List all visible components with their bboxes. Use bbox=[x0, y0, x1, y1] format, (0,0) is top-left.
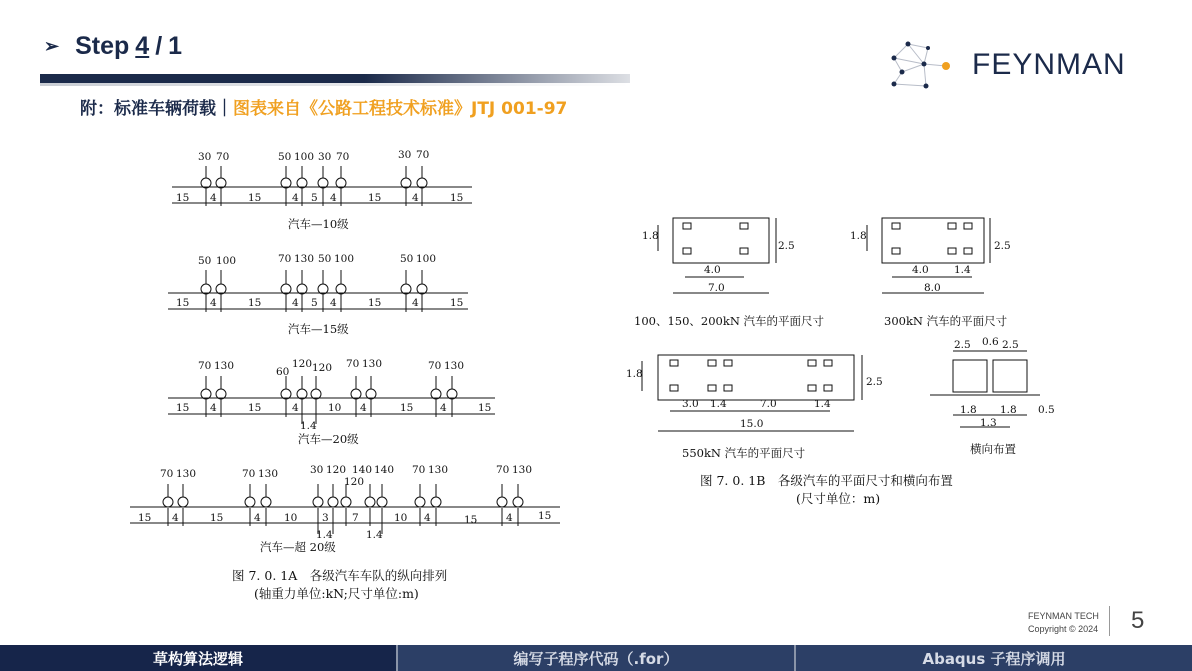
plan3-label: 550kN 汽车的平面尺寸 bbox=[682, 446, 806, 460]
dim-label: 15 bbox=[464, 514, 478, 526]
arrow-right-icon: ➢ bbox=[44, 36, 60, 56]
dim-label: 1.4 bbox=[814, 398, 831, 410]
dim-label: 5 bbox=[311, 192, 318, 204]
step-title bbox=[44, 32, 182, 61]
dim-label: 4 bbox=[440, 402, 447, 414]
dim-label: 2.5 bbox=[866, 376, 883, 388]
load-label: 70 bbox=[278, 253, 292, 265]
page-number: 5 bbox=[1131, 607, 1145, 634]
load-label: 100 bbox=[334, 253, 355, 265]
nav-tab-abaqus[interactable]: Abaqus 子程序调用 bbox=[796, 645, 1192, 671]
dim-label: 0.5 bbox=[1038, 404, 1055, 416]
subtitle bbox=[80, 94, 567, 119]
load-label: 50 bbox=[198, 255, 212, 267]
subtitle-prefix: 附：标准车辆荷载｜ bbox=[80, 99, 233, 119]
dim-label: 15 bbox=[248, 402, 262, 414]
dim-label: 15.0 bbox=[740, 418, 764, 430]
load-label: 60 bbox=[276, 366, 290, 378]
row-name: 汽车—20级 bbox=[298, 432, 359, 446]
dim-label: 4 bbox=[424, 512, 431, 524]
nav-tab-code[interactable]: 编写子程序代码（.for） bbox=[398, 645, 796, 671]
load-label: 70 bbox=[216, 151, 230, 163]
footer-divider bbox=[1109, 606, 1110, 636]
load-label: 30 bbox=[310, 464, 324, 476]
load-label: 120 bbox=[312, 362, 333, 374]
dim-label: 4 bbox=[506, 512, 513, 524]
dim-label: 4 bbox=[292, 192, 299, 204]
dim-label: 4.0 bbox=[912, 264, 929, 276]
load-label: 70 bbox=[496, 464, 510, 476]
dim-label: 1.8 bbox=[960, 404, 977, 416]
row-car-20 bbox=[168, 376, 495, 424]
dim-label: 4 bbox=[330, 297, 337, 309]
dim-label: 4 bbox=[292, 297, 299, 309]
transverse-label: 横向布置 bbox=[970, 442, 1016, 456]
dim-label: 4 bbox=[360, 402, 367, 414]
load-label: 70 bbox=[160, 468, 174, 480]
dim-label: 5 bbox=[311, 297, 318, 309]
dim-label: 15 bbox=[368, 192, 382, 204]
bottom-nav bbox=[0, 645, 1192, 671]
dim-label: 4 bbox=[412, 192, 419, 204]
footer-brand-name: FEYNMAN TECH bbox=[1028, 611, 1099, 621]
dim-label: 2.5 bbox=[954, 339, 971, 351]
network-logo-icon bbox=[888, 36, 958, 96]
load-label: 100 bbox=[416, 253, 437, 265]
dim-label: 7.0 bbox=[760, 398, 777, 410]
load-label: 70 bbox=[198, 360, 212, 372]
dim-label: 4 bbox=[254, 512, 261, 524]
figure-a-caption: 图 7. 0. 1A 各级汽车车队的纵向排列 bbox=[232, 568, 448, 583]
dim-label: 15 bbox=[450, 192, 464, 204]
dim-label: 1.4 bbox=[710, 398, 727, 410]
load-label: 70 bbox=[346, 358, 360, 370]
dim-label: 15 bbox=[478, 402, 492, 414]
step-word: Step bbox=[75, 32, 130, 60]
dim-label: 3.0 bbox=[682, 398, 699, 410]
dim-label: 15 bbox=[400, 402, 414, 414]
step-total: 1 bbox=[168, 32, 183, 60]
load-label: 30 bbox=[198, 151, 212, 163]
dim-label: 10 bbox=[394, 512, 408, 524]
load-label: 70 bbox=[428, 360, 442, 372]
load-label: 130 bbox=[512, 464, 533, 476]
dim-label: 4 bbox=[210, 192, 217, 204]
footer-brand bbox=[1028, 610, 1099, 636]
row-name: 汽车—15级 bbox=[288, 322, 349, 336]
dim-label: 4.0 bbox=[704, 264, 721, 276]
dim-label: 1.8 bbox=[1000, 404, 1017, 416]
title-underline-bar bbox=[40, 74, 630, 83]
load-label: 120 bbox=[292, 358, 313, 370]
dim-label: 15 bbox=[538, 510, 552, 522]
dim-label: 0.6 bbox=[982, 336, 999, 348]
figure-b-caption: 图 7. 0. 1B 各级汽车的平面尺寸和横向布置 bbox=[700, 473, 953, 488]
load-label: 70 bbox=[336, 151, 350, 163]
dim-label: 1.4 bbox=[316, 529, 333, 541]
dim-label: 1.4 bbox=[300, 420, 317, 432]
dim-label: 15 bbox=[138, 512, 152, 524]
nav-tab-algorithm[interactable]: 草构算法逻辑 bbox=[0, 645, 398, 671]
row-car-super-20 bbox=[130, 484, 560, 534]
row-name: 汽车—10级 bbox=[288, 217, 349, 231]
load-label: 130 bbox=[362, 358, 383, 370]
load-label: 130 bbox=[428, 464, 449, 476]
dim-label: 7.0 bbox=[708, 282, 725, 294]
figure-a-caption-units: (轴重力单位:kN;尺寸单位:m) bbox=[254, 586, 419, 601]
load-label: 130 bbox=[258, 468, 279, 480]
step-separator: / bbox=[155, 32, 163, 60]
dim-label: 4 bbox=[210, 297, 217, 309]
dim-label: 4 bbox=[412, 297, 419, 309]
load-label: 120 bbox=[326, 464, 347, 476]
load-label: 130 bbox=[176, 468, 197, 480]
load-label: 30 bbox=[318, 151, 332, 163]
feynman-logo bbox=[888, 36, 1148, 96]
dim-label: 1.4 bbox=[366, 529, 383, 541]
title-underline-shadow bbox=[40, 83, 630, 86]
load-label: 140 bbox=[352, 464, 373, 476]
dim-label: 15 bbox=[210, 512, 224, 524]
dim-label: 15 bbox=[368, 297, 382, 309]
dim-label: 1.3 bbox=[980, 417, 997, 429]
load-label: 70 bbox=[242, 468, 256, 480]
load-label: 50 bbox=[318, 253, 332, 265]
dim-label: 3 bbox=[322, 512, 329, 524]
load-label: 70 bbox=[416, 149, 430, 161]
transverse-layout bbox=[930, 351, 1040, 427]
load-label: 130 bbox=[294, 253, 315, 265]
load-label: 50 bbox=[400, 253, 414, 265]
dim-label: 2.5 bbox=[994, 240, 1011, 252]
dim-label: 15 bbox=[176, 192, 190, 204]
footer-copyright: Copyright © 2024 bbox=[1028, 624, 1099, 634]
dim-label: 1.8 bbox=[850, 230, 867, 242]
dim-label: 1.8 bbox=[626, 368, 643, 380]
load-label: 50 bbox=[278, 151, 292, 163]
dim-label: 4 bbox=[172, 512, 179, 524]
dim-label: 15 bbox=[450, 297, 464, 309]
dim-label: 8.0 bbox=[924, 282, 941, 294]
load-label: 140 bbox=[374, 464, 395, 476]
dim-label: 15 bbox=[248, 192, 262, 204]
subtitle-source: 图表来自《公路工程技术标准》JTJ 001-97 bbox=[233, 99, 568, 119]
figure-7-0-1b bbox=[620, 205, 1070, 510]
dim-label: 4 bbox=[292, 402, 299, 414]
load-label: 130 bbox=[444, 360, 465, 372]
dim-label: 2.5 bbox=[778, 240, 795, 252]
dim-label: 15 bbox=[176, 402, 190, 414]
dim-label: 10 bbox=[328, 402, 342, 414]
dim-label: 7 bbox=[352, 512, 359, 524]
load-label: 100 bbox=[216, 255, 237, 267]
row-name: 汽车—超 20级 bbox=[260, 540, 336, 554]
row-car-10 bbox=[172, 166, 472, 206]
plan1-label: 100、150、200kN 汽车的平面尺寸 bbox=[634, 314, 825, 328]
dim-label: 1.4 bbox=[954, 264, 971, 276]
dim-label: 2.5 bbox=[1002, 339, 1019, 351]
figure-b-caption-units: (尺寸单位：m) bbox=[796, 491, 881, 506]
figure-7-0-1a bbox=[120, 140, 580, 610]
dim-label: 15 bbox=[248, 297, 262, 309]
load-label: 70 bbox=[412, 464, 426, 476]
load-label: 130 bbox=[214, 360, 235, 372]
dim-label: 4 bbox=[330, 192, 337, 204]
plan2-label: 300kN 汽车的平面尺寸 bbox=[884, 314, 1008, 328]
load-label: 100 bbox=[294, 151, 315, 163]
dim-label: 4 bbox=[210, 402, 217, 414]
step-current: 4 bbox=[135, 32, 150, 60]
load-label: 30 bbox=[398, 149, 412, 161]
load-label: 120 bbox=[344, 476, 365, 488]
logo-text: FEYNMAN bbox=[972, 48, 1126, 81]
dim-label: 15 bbox=[176, 297, 190, 309]
dim-label: 1.8 bbox=[642, 230, 659, 242]
dim-label: 10 bbox=[284, 512, 298, 524]
